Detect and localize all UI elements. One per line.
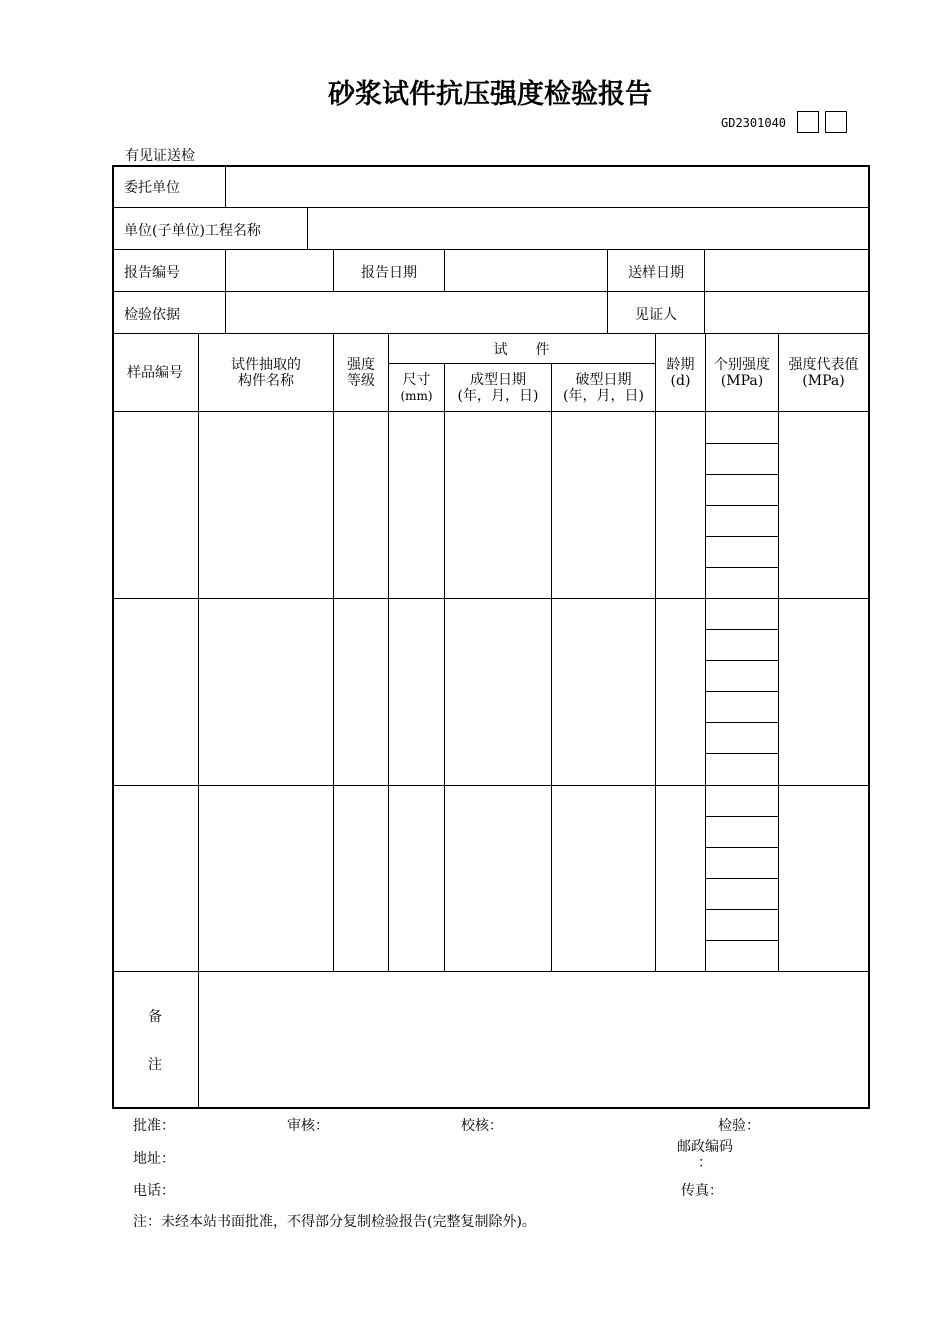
witness-value[interactable] [705, 292, 868, 334]
report-no-value[interactable] [226, 250, 333, 292]
header-representative-strength: 强度代表值 (MPa) [788, 357, 859, 389]
footer-phone: 电话： [133, 1183, 175, 1199]
strength-subrow-divider [705, 474, 778, 475]
header-specimen: 试 件 [493, 342, 550, 358]
remarks-label-1: 备 [148, 1009, 162, 1025]
strength-subrow-divider [705, 909, 778, 910]
strength-subrow-divider [705, 567, 778, 568]
row-project [112, 208, 870, 250]
strength-subrow-divider [705, 816, 778, 817]
remarks-value[interactable] [199, 972, 868, 1107]
footer-review: 审核： [287, 1118, 329, 1134]
footer-check: 校核： [461, 1118, 503, 1134]
divider [333, 412, 334, 972]
header-grade: 强度 等级 [347, 357, 375, 389]
footer-approve: 批准： [133, 1118, 175, 1134]
column-header [112, 334, 870, 412]
strength-subrow-divider [705, 660, 778, 661]
row-basis [112, 292, 870, 334]
basis-label: 检验依据 [124, 307, 180, 323]
row-report [112, 250, 870, 292]
report-date-value[interactable] [445, 250, 607, 292]
header-individual-strength: 个别强度 (MPa) [714, 357, 770, 389]
sample-date-label: 送样日期 [628, 265, 684, 281]
footer-inspect: 检验： [718, 1118, 760, 1134]
strength-subrow-divider [705, 691, 778, 692]
header-mold-date: 成型日期 (年，月，日) [457, 372, 539, 404]
code-suffix-box-2[interactable] [825, 111, 847, 133]
client-label: 委托单位 [124, 180, 180, 196]
strength-subrow-divider [705, 505, 778, 506]
group-divider [112, 598, 870, 599]
strength-subrow-divider [705, 629, 778, 630]
form-code: GD2301040 [721, 116, 787, 130]
divider [551, 412, 552, 972]
footer-address: 地址： [133, 1151, 175, 1167]
footer-fax: 传真： [681, 1183, 723, 1199]
row-client [112, 165, 870, 208]
report-date-label: 报告日期 [361, 265, 417, 281]
project-name-label: 单位(子单位)工程名称 [124, 223, 261, 239]
header-component: 试件抽取的 构件名称 [231, 357, 301, 389]
strength-subrow-divider [705, 753, 778, 754]
report-no-label: 报告编号 [124, 265, 180, 281]
client-value[interactable] [226, 165, 868, 208]
strength-subrow-divider [705, 536, 778, 537]
strength-subrow-divider [705, 878, 778, 879]
strength-subrow-divider [705, 722, 778, 723]
group-divider [112, 785, 870, 786]
header-age: 龄期 (d) [666, 357, 695, 389]
divider [655, 412, 656, 972]
divider [112, 411, 870, 412]
header-break-date: 破型日期 (年，月，日) [563, 372, 644, 404]
header-sample-no: 样品编号 [127, 365, 183, 381]
sample-date-value[interactable] [705, 250, 868, 292]
strength-subrow-divider [705, 940, 778, 941]
header-size: 尺寸 (mm) [400, 372, 433, 403]
basis-value[interactable] [226, 292, 607, 334]
page-title: 砂浆试件抗压强度检验报告 [328, 79, 652, 110]
remarks-label-2: 注 [148, 1057, 162, 1073]
footer-note: 注：未经本站书面批准，不得部分复制检验报告(完整复制除外)。 [133, 1214, 536, 1230]
divider [444, 412, 445, 972]
strength-subrow-divider [705, 443, 778, 444]
project-name-value[interactable] [308, 208, 868, 250]
witness-note: 有见证送检 [125, 148, 195, 164]
divider [389, 363, 655, 364]
strength-subrow-divider [705, 847, 778, 848]
divider [705, 412, 706, 972]
footer-postcode: 邮政编码 ： [677, 1139, 733, 1171]
divider [388, 412, 389, 972]
witness-label: 见证人 [635, 307, 677, 323]
divider [778, 412, 779, 972]
code-suffix-box-1[interactable] [797, 111, 819, 133]
